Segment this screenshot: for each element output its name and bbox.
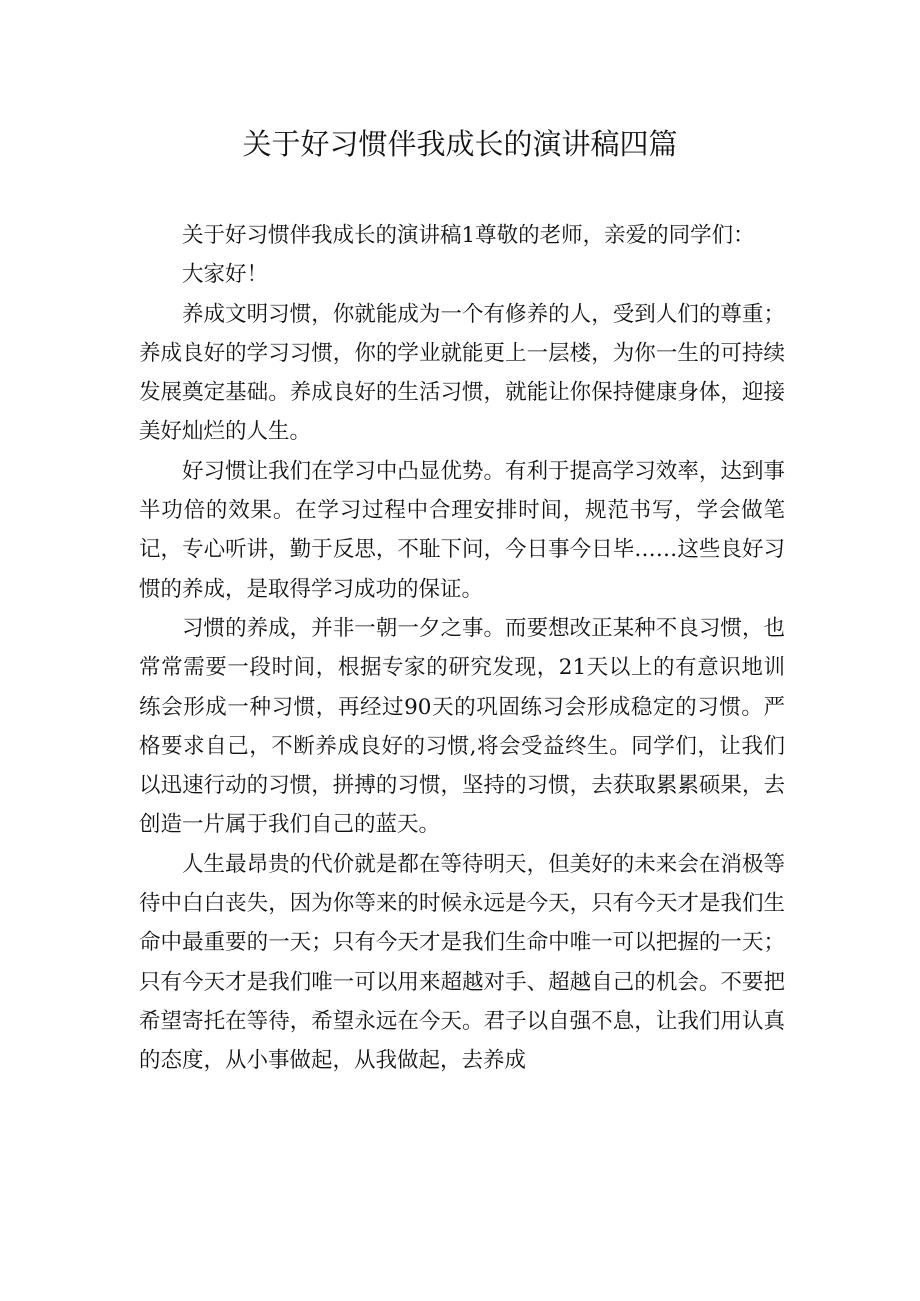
paragraph-opening: 关于好习惯伴我成长的演讲稿1尊敬的老师，亲爱的同学们： (182, 223, 755, 248)
document-body (139, 216, 785, 1081)
paragraph: 习惯的养成，并非一朝一夕之事。而要想改正某种不良习惯，也常常需要一段时间，根据专家的研究发现，21天以上的有意识地训练会形成一种习惯，再经过90天的巩固练习会形成稳定的习惯。严格要求自己，不断养成良好的习惯,将会受益终生。同学们，让我们以迅速行动的习惯，拼搏的习惯，坚持的习惯，去获取累累硕果，去创造一片属于我们自己的蓝天。 (139, 615, 785, 838)
paragraph-greeting: 大家好！ (182, 262, 269, 288)
paragraph: 人生最昂贵的代价就是都在等待明天，但美好的未来会在消极等待中白白丧失，因为你等来的时候永远是今天，只有今天才是我们生命中最重要的一天；只有今天才是我们生命中唯一可以把握的一天；只有今天才是我们唯一可以用来超越对手、超越自己的机会。不要把希望寄托在等待，希望永远在今天。君子以自强不息，让我们用认真的态度，从小事做起，从我做起，去养成 (139, 851, 785, 1074)
paragraph: 养成文明习惯，你就能成为一个有修养的人，受到人们的尊重；养成良好的学习习惯，你的学业就能更上一层楼，为你一生的可持续发展奠定基础。养成良好的生活习惯，就能让你保持健康身体，迎接美好灿烂的人生。 (139, 301, 785, 445)
paragraph: 好习惯让我们在学习中凸显优势。有利于提高学习效率，达到事半功倍的效果。在学习过程中合理安排时间，规范书写，学会做笔记，专心听讲，勤于反思，不耻下问，今日事今日毕……这些良好习惯的养成，是取得学习成功的保证。 (139, 458, 785, 602)
document-title: 关于好习惯伴我成长的演讲稿四篇 (242, 127, 678, 161)
